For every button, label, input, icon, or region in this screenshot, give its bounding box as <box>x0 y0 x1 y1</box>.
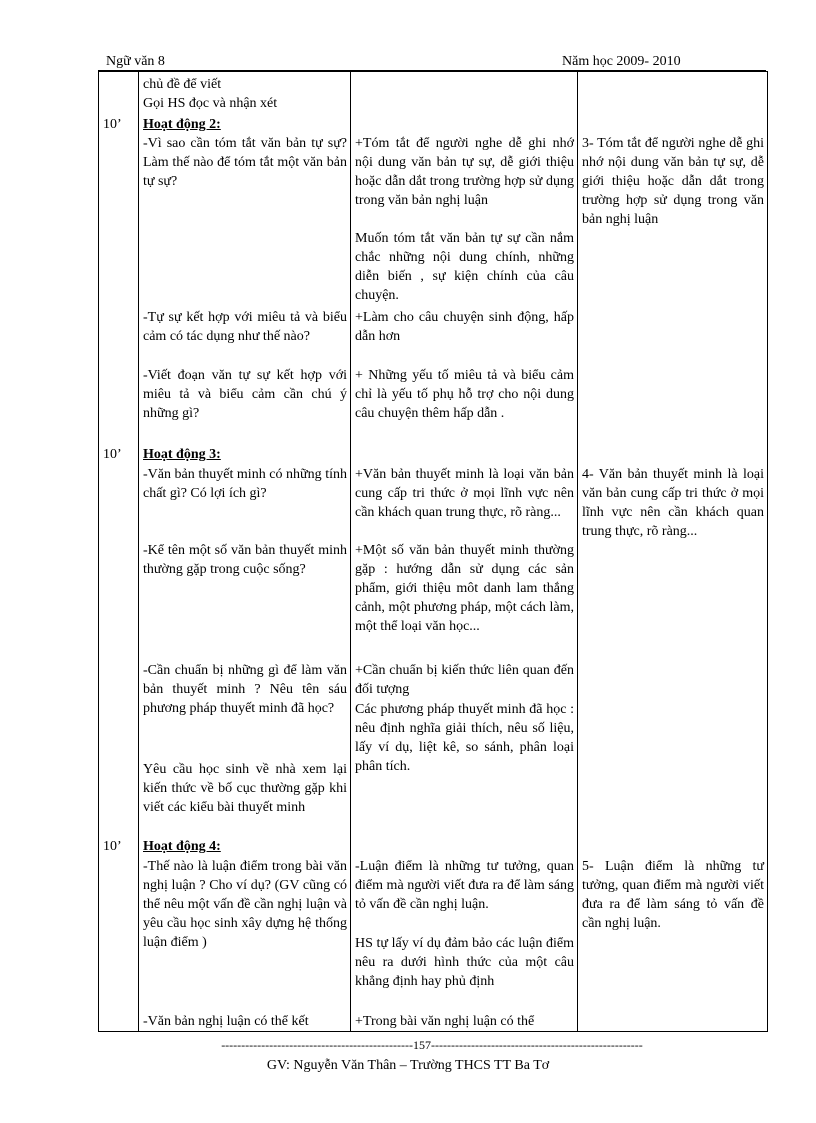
activity-2-title: Hoạt động 2: <box>143 117 221 132</box>
header-school-year: Năm học 2009- 2010 <box>562 54 681 69</box>
notes-column <box>578 72 768 1032</box>
note-5: 5- Luận điểm là những tư tưởng, quan điểm mà người viết đưa ra để làm sáng tỏ vấn đề cần nghị luận. <box>582 859 764 931</box>
question-expository-preparation: -Cần chuẩn bị những gì để làm văn bản thuyết minh ? Nêu tên sáu phương pháp thuyết minh đã học? <box>143 663 347 716</box>
homework-note: Yêu cầu học sinh về nhà xem lại kiến thức về bố cục thường gặp khi viết các kiểu bài thuyết minh <box>143 762 347 815</box>
answer-argument-example: HS tự lấy ví dụ đảm bảo các luận điểm nêu ra dưới hình thức của một câu khẳng định hay phủ định <box>355 936 574 989</box>
answer-description-effect: +Làm cho câu chuyện sinh động, hấp dẫn hơn <box>355 310 574 344</box>
answer-argument-point: -Luận điểm là những tư tưởng, quan điểm mà người viết đưa ra để làm sáng tỏ vấn đề cần nghị luận. <box>355 859 574 912</box>
intro-line-2: Gọi HS đọc và nhận xét <box>143 96 278 111</box>
answer-summary-method: Muốn tóm tắt văn bản tự sự cần nắm chắc những nội dung chính, những diễn biến , sự kiện chính của câu chuyện. <box>355 231 574 303</box>
footer-author: GV: Nguyễn Văn Thân – Trường THCS TT Ba Tơ <box>266 1058 550 1073</box>
question-expository-examples: -Kể tên một số văn bản thuyết minh thường gặp trong cuộc sống? <box>143 543 347 577</box>
activity-3-title: Hoạt động 3: <box>143 447 221 462</box>
intro-line-1: chủ đề để viết <box>143 77 222 92</box>
answer-methods: Các phương pháp thuyết minh đã học : nêu định nghĩa giải thích, nêu số liệu, lấy ví dụ, liệt kê, so sánh, phân loại phân tích. <box>355 702 574 774</box>
time-column <box>99 72 139 1032</box>
time-act2: 10’ <box>103 117 122 132</box>
student-activity-column <box>351 72 578 1032</box>
teacher-activity-column <box>139 72 351 1032</box>
page-number-line: ------------------------------------------------157----------------------------------------------------- <box>221 1038 643 1052</box>
answer-argument-text: +Trong bài văn nghị luận có thể <box>355 1014 535 1029</box>
question-paragraph-writing: -Viết đoạn văn tự sự kết hợp với miêu tả và biểu cảm cần chú ý những gì? <box>143 368 347 421</box>
time-act3: 10’ <box>103 447 122 462</box>
question-description-expression: -Tự sự kết hợp với miêu tả và biểu cảm có tác dụng như thế nào? <box>143 310 347 344</box>
activity-4-title: Hoạt động 4: <box>143 839 221 854</box>
lesson-table <box>98 71 768 1032</box>
note-4: 4- Văn bản thuyết minh là loại văn bản cung cấp tri thức ở mọi lĩnh vực nên cần khách quan trung thực, rõ ràng... <box>582 467 764 539</box>
answer-preparation: +Cần chuẩn bị kiến thức liên quan đến đối tượng <box>355 663 574 697</box>
question-argument-point: -Thế nào là luận điểm trong bài văn nghị luận ? Cho ví dụ? (GV cũng có thể nêu một vấn đề cần nghị luận và yêu cầu học sinh xây dựng hệ thống luận điểm ) <box>143 859 347 950</box>
header-subject: Ngữ văn 8 <box>106 54 165 69</box>
note-3: 3- Tóm tắt để người nghe dễ ghi nhớ nội dung văn bản tự sự, dễ giới thiệu hoặc dẫn dắt trong trường hợp sử dụng trong văn bản nghị luận <box>582 136 764 227</box>
question-summary: -Vì sao cần tóm tắt văn bản tự sự? Làm thế nào để tóm tắt một văn bản tự sự? <box>143 136 347 189</box>
answer-summary-purpose: +Tóm tắt để người nghe dễ ghi nhớ nội dung văn bản tự sự, dễ giới thiệu hoặc dẫn dắt trong trường hợp sử dụng trong văn bản nghị luận <box>355 136 574 208</box>
question-expository-properties: -Văn bản thuyết minh có những tính chất gì? Có lợi ích gì? <box>143 467 347 501</box>
question-argument-text: -Văn bản nghị luận có thể kết <box>143 1014 309 1029</box>
time-act4: 10’ <box>103 839 122 854</box>
answer-paragraph-notes: + Những yếu tố miêu tả và biểu cảm chỉ là yếu tố phụ hỗ trợ cho nội dung câu chuyện thêm hấp dẫn . <box>355 368 574 421</box>
answer-expository-properties: +Văn bản thuyết minh là loại văn bản cung cấp tri thức ở mọi lĩnh vực nên cần khách quan trung thực, rõ ràng... <box>355 467 574 520</box>
answer-expository-examples: +Một số văn bản thuyết minh thường gặp : hướng dẫn sử dụng các sản phẩm, giới thiệu môt danh lam thắng cảnh, một phương pháp, một cách làm, một thể loại văn học... <box>355 543 574 634</box>
